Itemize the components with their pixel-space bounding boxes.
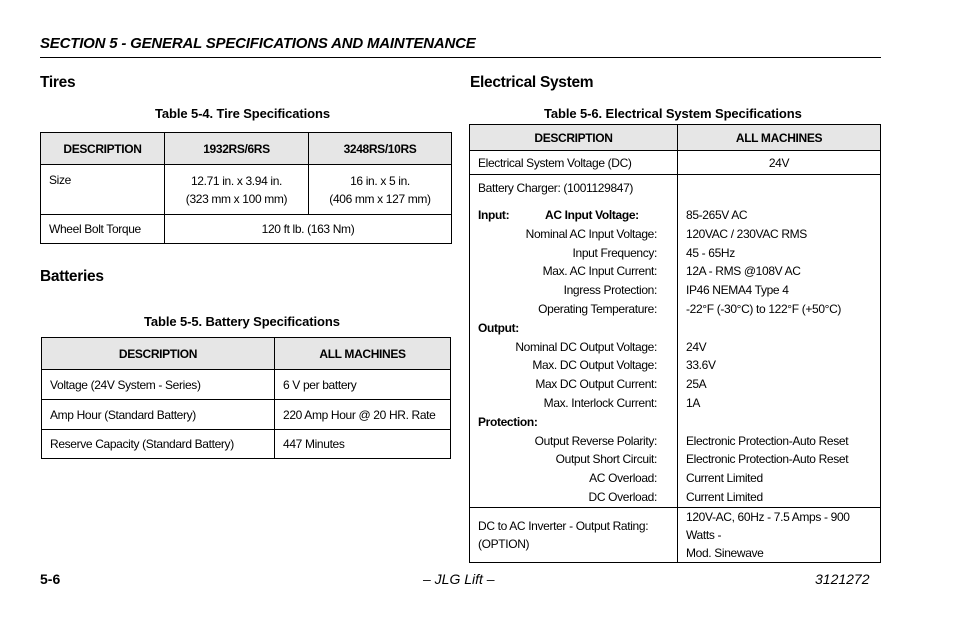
frequency-label: Input Frequency:	[572, 245, 657, 260]
protection-group-label: Protection:	[478, 414, 538, 429]
ac-input-voltage-value: 85-265V AC	[686, 208, 748, 222]
max-ac-current-value: 12A - RMS @108V AC	[686, 264, 801, 279]
nominal-dc-value: 24V	[686, 339, 707, 354]
row-value: 220 Amp Hour @ 20 HR. Rate	[275, 400, 451, 430]
doc-number: 3121272	[815, 571, 870, 587]
column-header: DESCRIPTION	[41, 133, 165, 165]
ingress-value: IP46 NEMA4 Type 4	[686, 283, 789, 298]
row-label: Amp Hour (Standard Battery)	[42, 400, 275, 430]
interlock-value: 1A	[686, 395, 700, 410]
column-header: 1932RS/6RS	[165, 133, 309, 165]
table-row	[41, 215, 452, 244]
electrical-heading: Electrical System	[470, 74, 594, 91]
column-header: ALL MACHINES	[275, 338, 451, 370]
tires-heading: Tires	[40, 74, 76, 91]
charger-spec-labels	[470, 175, 678, 508]
size-value-metric: (406 mm x 127 mm)	[329, 191, 431, 206]
operating-temp-value: -22°F (-30°C) to 122°F (+50°C)	[686, 301, 842, 316]
size-cell-3248	[309, 165, 452, 215]
electrical-spec-table	[469, 124, 881, 563]
table-row	[470, 175, 881, 508]
batteries-heading: Batteries	[40, 268, 104, 285]
table-row	[470, 151, 881, 175]
size-cell-1932	[165, 165, 309, 215]
inverter-value-cell	[678, 507, 881, 562]
frequency-value: 45 - 65Hz	[686, 245, 735, 260]
ingress-label: Ingress Protection:	[563, 283, 657, 298]
charger-title: Battery Charger: (1001129847)	[478, 181, 634, 195]
ac-input-voltage-label: AC Input Voltage:	[545, 208, 639, 222]
table-row	[41, 165, 452, 215]
inverter-label: DC to AC Inverter - Output Rating:	[478, 518, 649, 533]
operating-temp-label: Operating Temperature:	[538, 301, 657, 316]
battery-table-caption: Table 5-5. Battery Specifications	[144, 314, 340, 329]
row-label: Electrical System Voltage (DC)	[470, 151, 678, 175]
inverter-value: 120V-AC, 60Hz - 7.5 Amps - 900 Watts -	[686, 509, 850, 542]
electrical-table-caption: Table 5-6. Electrical System Specifications	[544, 106, 802, 121]
max-dc-voltage-label: Max. DC Output Voltage:	[532, 358, 657, 373]
inverter-option-label: (OPTION)	[478, 536, 530, 551]
size-value-imperial: 12.71 in. x 3.94 in.	[190, 173, 283, 188]
charger-spec-values	[678, 175, 881, 508]
row-label: Voltage (24V System - Series)	[42, 370, 275, 400]
row-value: 120 ft lb. (163 Nm)	[165, 215, 452, 244]
row-label: Size	[41, 165, 165, 215]
column-header: DESCRIPTION	[470, 125, 678, 151]
row-value: 447 Minutes	[275, 430, 451, 459]
table-row	[42, 370, 451, 400]
row-value: 24V	[678, 151, 881, 175]
nominal-dc-label: Nominal DC Output Voltage:	[515, 339, 657, 354]
header-rule	[40, 57, 881, 58]
tire-spec-table	[40, 132, 452, 244]
interlock-label: Max. Interlock Current:	[543, 395, 657, 410]
row-label: Wheel Bolt Torque	[41, 215, 165, 244]
footer-center: – JLG Lift –	[423, 571, 495, 587]
row-label: Reserve Capacity (Standard Battery)	[42, 430, 275, 459]
page-number: 5-6	[40, 571, 61, 587]
column-header: ALL MACHINES	[678, 125, 881, 151]
max-dc-current-label: Max DC Output Current:	[535, 377, 657, 392]
tire-table-caption: Table 5-4. Tire Specifications	[155, 106, 330, 121]
table-row	[42, 400, 451, 430]
table-row	[470, 507, 881, 562]
max-dc-current-value: 25A	[686, 377, 707, 392]
inverter-label-cell	[470, 507, 678, 562]
section-header: SECTION 5 - GENERAL SPECIFICATIONS AND MAINTENANCE	[40, 35, 476, 52]
dc-overload-label: DC Overload:	[588, 489, 657, 504]
table-row	[42, 430, 451, 459]
ac-overload-label: AC Overload:	[589, 471, 657, 486]
nominal-ac-label: Nominal AC Input Voltage:	[525, 226, 657, 241]
reverse-polarity-label: Output Reverse Polarity:	[534, 433, 657, 448]
size-value-metric: (323 mm x 100 mm)	[185, 191, 288, 206]
column-header: DESCRIPTION	[42, 338, 275, 370]
max-ac-current-label: Max. AC Input Current:	[542, 264, 657, 279]
battery-spec-table	[41, 337, 451, 459]
size-value-imperial: 16 in. x 5 in.	[350, 173, 410, 188]
column-header: 3248RS/10RS	[309, 133, 452, 165]
dc-overload-value: Current Limited	[686, 489, 763, 504]
input-group-label: Input:	[478, 208, 510, 222]
short-circuit-value: Electronic Protection-Auto Reset	[686, 452, 849, 467]
max-dc-voltage-value: 33.6V	[686, 358, 716, 373]
inverter-value-cont: Mod. Sinewave	[686, 545, 764, 560]
ac-overload-value: Current Limited	[686, 471, 763, 486]
output-group-label: Output:	[478, 320, 519, 335]
nominal-ac-value: 120VAC / 230VAC RMS	[686, 226, 807, 241]
short-circuit-label: Output Short Circuit:	[555, 452, 657, 467]
row-value: 6 V per battery	[275, 370, 451, 400]
reverse-polarity-value: Electronic Protection-Auto Reset	[686, 433, 849, 448]
